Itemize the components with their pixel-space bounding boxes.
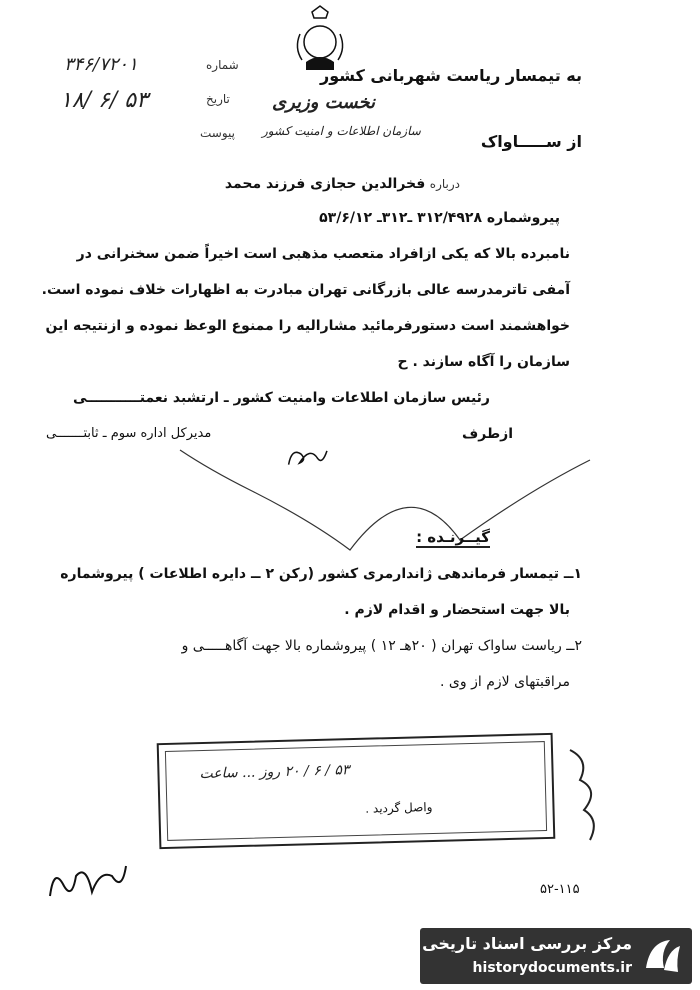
watermark-badge (420, 928, 692, 984)
reference-line: پیروشماره ۳۱۲/۴۹۲۸ ـ۳۱۲ـ ۵۳/۶/۱۲ (319, 210, 560, 226)
recipient-item-1-cont: بالا جهت استحضار و اقدام لازم . (344, 602, 570, 618)
receipt-stamp-inner-border (165, 741, 547, 841)
on-behalf-label: ازطرف (462, 426, 514, 442)
body-line-4: سازمان را آگاه سازند . ح (397, 354, 570, 370)
recipient-prefix: به (566, 66, 582, 85)
number-value: ۳۴۶/۷۲۰۱ (64, 54, 138, 75)
stamp-annotation-scribble (560, 740, 620, 850)
sender-value: ســـــاواک (480, 132, 562, 151)
handwritten-number (42, 856, 132, 906)
subject-line (225, 176, 460, 192)
deputy-line: مدیرکل اداره سوم ـ ثابتـــــــی (46, 426, 212, 441)
recipient-item-2: ۲ــ ریاست ساواک تهران ( ۲۰هـ ۱۲ ) پیروشماره بالا جهت آگاهـــــی و (181, 638, 582, 654)
date-value: ۱۸/ ۶/ ۵۳ (60, 88, 148, 113)
archive-logo-icon (640, 934, 684, 978)
number-label: شماره (206, 58, 239, 72)
stamp-line-2: واصل گردید . (365, 800, 433, 816)
margin-scribble (150, 430, 650, 570)
sender-line (481, 132, 582, 151)
body-line-1: نامبرده بالا که یکی ازافراد متعصب مذهبی است اخیراً ضمن سخنرانی در (76, 246, 570, 262)
recipient-value: تیمسار ریاست شهربانی کشور (320, 66, 561, 85)
watermark-url: historydocuments.ir (472, 960, 632, 976)
watermark-title: مرکز بررسی اسناد تاریخی (422, 934, 632, 953)
body-line-2: آمفی تاترمدرسه عالی بازرگانی تهران مبادرت به اظهارات خلاف نموده است. (41, 282, 570, 298)
attachment-label: پیوست (200, 126, 235, 140)
subject-label: درباره (429, 177, 460, 191)
recipients-heading: گیــرنـده : (416, 528, 490, 546)
sender-prefix: از (567, 132, 582, 151)
body-line-3: خواهشمند است دستورفرمائید مشارالیه را ممنوع الوعظ نموده و ازنتیجه این (45, 318, 570, 334)
recipient-line (320, 66, 582, 85)
ministry-name: نخست وزیری (272, 92, 376, 113)
date-label: تاریخ (206, 92, 230, 106)
signature-title: رئیس سازمان اطلاعات وامنیت کشور ـ ارتشبد نعمتـــــــــــی (72, 390, 490, 406)
organization-name: سازمان اطلاعات و امنیت کشور (262, 124, 421, 138)
recipient-item-2-cont: مراقبتهای لازم از وی . (440, 674, 570, 690)
subject-value: فخرالدین حجازی فرزند محمد (224, 176, 426, 192)
footer-code: ۵۲-۱۱۵ (540, 882, 580, 897)
stamp-line-1: ۵۳ / ۶ / ۲۰ روز ... ساعت (199, 762, 350, 783)
recipient-item-1: ۱ــ تیمسار فرماندهی ژاندارمری کشور (رکن ۲ ــ دایره اطلاعات ) پیروشماره (60, 566, 582, 582)
receipt-stamp (157, 733, 556, 849)
